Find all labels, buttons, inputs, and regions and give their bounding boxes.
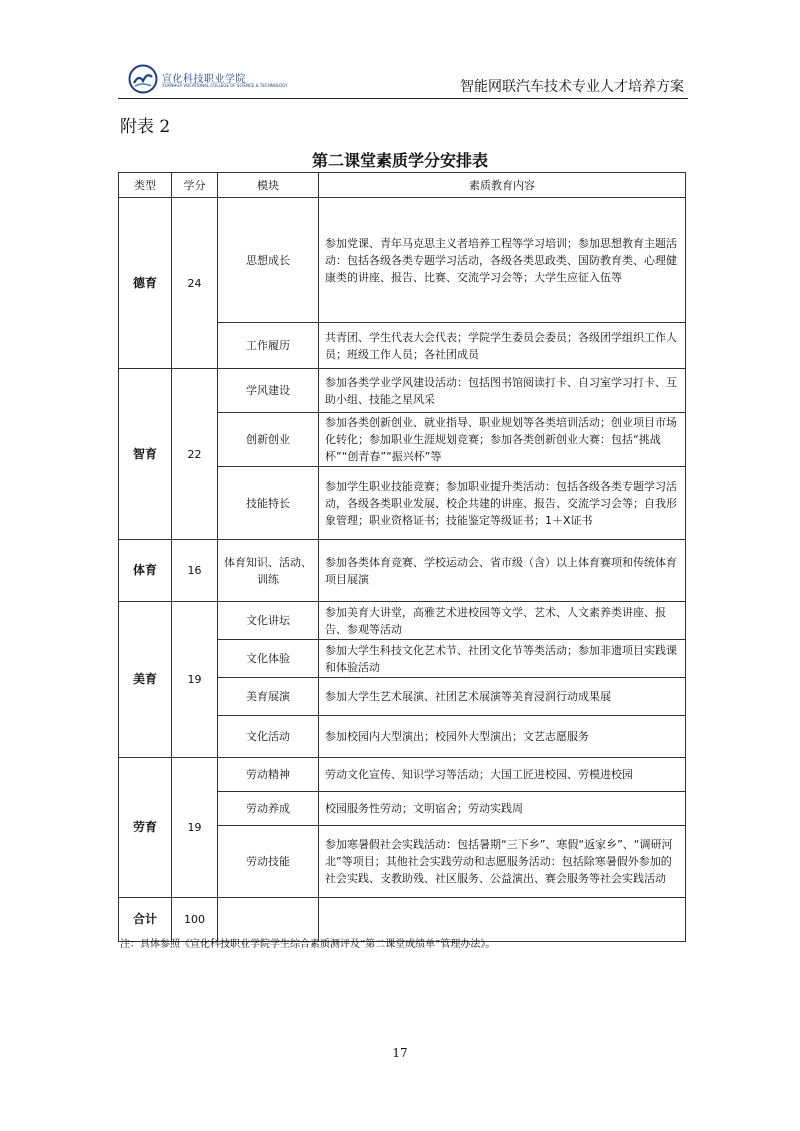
content-cell: 劳动文化宣传、知识学习等活动；大国工匠进校园、劳模进校园 (319, 758, 686, 792)
document-title: 智能网联汽车技术专业人才培养方案 (460, 79, 684, 95)
content-cell: 参加各类体育竞赛、学校运动会、省市级（含）以上体育赛项和传统体育项目展演 (319, 540, 686, 602)
category-cell: 体育 (119, 540, 172, 602)
module-cell: 劳动精神 (218, 758, 319, 792)
category-cell: 德育 (119, 198, 172, 369)
content-cell: 参加学生职业技能竞赛；参加职业提升类活动：包括各级各类专题学习活动，各级各类职业发展、校企共建的讲座、报告、交流学习会等；自我形象管理；职业资格证书；技能鉴定等级证书；1＋X证书 (319, 467, 686, 540)
page-header (118, 62, 688, 99)
module-cell: 文化讲坛 (218, 602, 319, 640)
module-cell: 思想成长 (218, 198, 319, 323)
school-name: 宣化科技职业学院 (162, 74, 246, 85)
content-cell: 共青团、学生代表大会代表；学院学生委员会委员；各级团学组织工作人员；班级工作人员；各社团成员 (319, 323, 686, 369)
module-cell: 文化体验 (218, 640, 319, 678)
module-cell: 创新创业 (218, 413, 319, 467)
school-name-en: XUANHUA VOCATIONAL COLLEGE OF SCIENCE & TECHNOLOGY (162, 83, 288, 88)
table-row (119, 198, 686, 323)
credits-cell: 19 (172, 602, 218, 758)
column-header-credits: 学分 (172, 173, 218, 198)
column-header-module: 模块 (218, 173, 319, 198)
footnote: 注：具体参照《宣化科技职业学院学生综合素质测评及“第二课堂成绩单”管理办法》。 (120, 939, 496, 950)
table-row (119, 758, 686, 792)
table-title: 第二课堂素质学分安排表 (311, 151, 488, 170)
category-cell: 美育 (119, 602, 172, 758)
module-cell: 文化活动 (218, 716, 319, 758)
content-cell: 校园服务性劳动；文明宿舍；劳动实践周 (319, 792, 686, 826)
table-row (119, 369, 686, 413)
content-cell: 参加党课、青年马克思主义者培养工程等学习培训；参加思想教育主题活动：包括各级各类专题学习活动，各级各类思政类、国防教育类、心理健康类的讲座、报告、比赛、交流学习会等；大学生应征入伍等 (319, 198, 686, 323)
school-logo-icon (128, 64, 158, 94)
category-cell: 智育 (119, 369, 172, 540)
table-row (119, 540, 686, 602)
content-cell: 参加校园内大型演出；校园外大型演出；文艺志愿服务 (319, 716, 686, 758)
credits-cell: 22 (172, 369, 218, 540)
content-cell: 参加寒暑假社会实践活动：包括暑期“三下乡”、寒假“返家乡”、“调研河北”等项目；其他社会实践劳动和志愿服务活动：包括除寒暑假外参加的社会实践、支教助残、社区服务、公益演出、赛会服务等社会实践活动 (319, 826, 686, 898)
credits-cell: 19 (172, 758, 218, 898)
appendix-label: 附表 2 (120, 117, 171, 137)
content-cell: 参加大学生艺术展演、社团艺术展演等美育浸润行动成果展 (319, 678, 686, 716)
credits-cell: 16 (172, 540, 218, 602)
content-cell: 参加各类学业学风建设活动：包括图书馆阅读打卡、自习室学习打卡、互助小组、技能之星风采 (319, 369, 686, 413)
module-cell: 美育展演 (218, 678, 319, 716)
credits-cell: 24 (172, 198, 218, 369)
module-cell: 技能特长 (218, 467, 319, 540)
content-cell: 参加大学生科技文化艺术节、社团文化节等类活动；参加非遗项目实践课和体验活动 (319, 640, 686, 678)
module-cell: 劳动技能 (218, 826, 319, 898)
table-header-row (119, 173, 686, 198)
page-number: 17 (392, 1046, 408, 1060)
total-label: 合计 (119, 898, 172, 942)
category-cell: 劳育 (119, 758, 172, 898)
column-header-content: 素质教育内容 (319, 173, 686, 198)
module-cell: 劳动养成 (218, 792, 319, 826)
column-header-type: 类型 (119, 173, 172, 198)
module-cell: 体育知识、活动、训练 (218, 540, 319, 602)
total-credits: 100 (172, 898, 218, 942)
module-cell: 工作履历 (218, 323, 319, 369)
content-cell: 参加各类创新创业、就业指导、职业规划等各类培训活动；创业项目市场化转化；参加职业生涯规划竞赛；参加各类创新创业大赛：包括“挑战杯”“创青春”“振兴杯”等 (319, 413, 686, 467)
content-cell: 参加美育大讲堂，高雅艺术进校园等文学、艺术、人文素养类讲座、报告、参观等活动 (319, 602, 686, 640)
table-row (119, 602, 686, 640)
credit-table (118, 172, 686, 942)
module-cell: 学风建设 (218, 369, 319, 413)
